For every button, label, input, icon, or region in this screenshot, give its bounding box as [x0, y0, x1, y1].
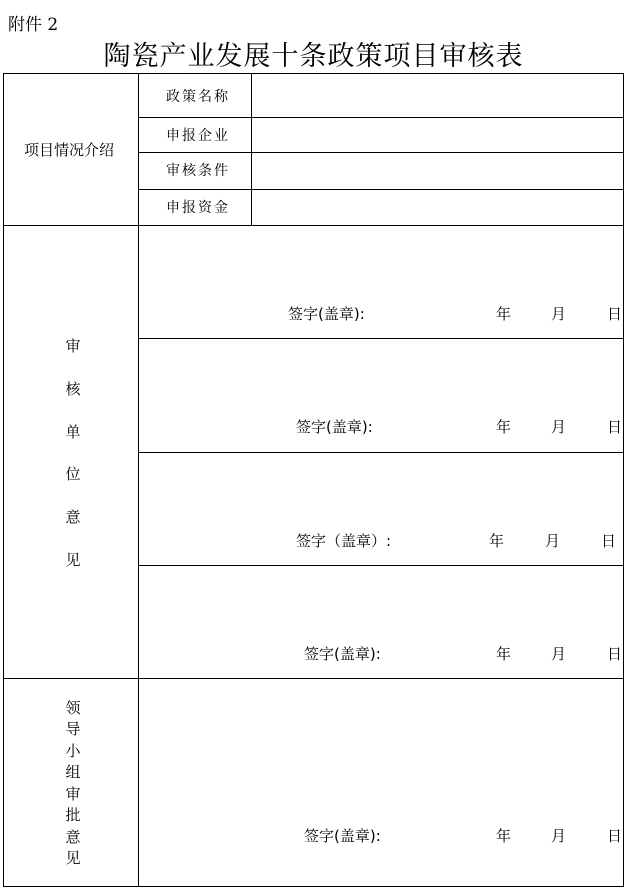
- date-month-label: 月: [545, 532, 561, 550]
- approval-label-char: 组: [65, 763, 81, 781]
- date-month-label: 月: [551, 418, 567, 436]
- approval-label-char: 意: [65, 828, 81, 846]
- signature-label: 签字(盖章):: [304, 827, 381, 845]
- section-divider: [3, 678, 624, 679]
- review-label-char: 意: [65, 508, 81, 526]
- field-column-divider: [251, 73, 252, 225]
- project-info-label: 项目情况介绍: [24, 141, 115, 159]
- date-year-label: 年: [496, 827, 512, 845]
- date-day-label: 日: [607, 418, 623, 436]
- row-divider: [138, 117, 624, 118]
- date-day-label: 日: [607, 827, 623, 845]
- approval-label-char: 审: [65, 785, 81, 803]
- approval-label-char: 见: [65, 849, 81, 867]
- approval-label-char: 批: [65, 806, 81, 824]
- table-border-right: [623, 73, 624, 886]
- review-label-char: 审: [65, 337, 81, 355]
- field-label-applicant: 申报企业: [166, 128, 230, 144]
- approval-label-char: 导: [65, 720, 81, 738]
- date-day-label: 日: [607, 305, 623, 323]
- form-title: 陶瓷产业发展十条政策项目审核表: [103, 41, 524, 72]
- date-year-label: 年: [496, 418, 512, 436]
- date-year-label: 年: [496, 305, 512, 323]
- signature-label: 签字(盖章):: [304, 645, 381, 663]
- row-divider: [138, 338, 624, 339]
- approval-label-char: 领: [65, 699, 81, 717]
- row-divider: [138, 452, 624, 453]
- review-label-char: 核: [65, 380, 81, 398]
- date-year-label: 年: [496, 645, 512, 663]
- signature-label: 签字（盖章）:: [296, 532, 392, 550]
- field-label-funding: 申报资金: [166, 200, 230, 216]
- date-day-label: 日: [601, 532, 617, 550]
- field-label-review-conditions: 审核条件: [166, 163, 230, 179]
- section-divider: [3, 225, 624, 226]
- date-month-label: 月: [551, 305, 567, 323]
- table-border-top: [3, 73, 624, 74]
- table-border-bottom: [3, 886, 624, 887]
- review-label-char: 单: [65, 423, 81, 441]
- date-year-label: 年: [489, 532, 505, 550]
- field-label-policy-name: 政策名称: [166, 89, 230, 105]
- date-day-label: 日: [607, 645, 623, 663]
- signature-label: 签字(盖章):: [288, 305, 365, 323]
- label-column-divider: [138, 73, 139, 886]
- row-divider: [138, 152, 624, 153]
- table-border-left: [3, 73, 4, 886]
- date-month-label: 月: [551, 645, 567, 663]
- review-label-char: 见: [65, 551, 81, 569]
- signature-label: 签字(盖章):: [296, 418, 373, 436]
- row-divider: [138, 189, 624, 190]
- date-month-label: 月: [551, 827, 567, 845]
- attachment-label: 附件 2: [8, 15, 59, 35]
- row-divider: [138, 565, 624, 566]
- review-label-char: 位: [65, 465, 81, 483]
- approval-label-char: 小: [65, 742, 81, 760]
